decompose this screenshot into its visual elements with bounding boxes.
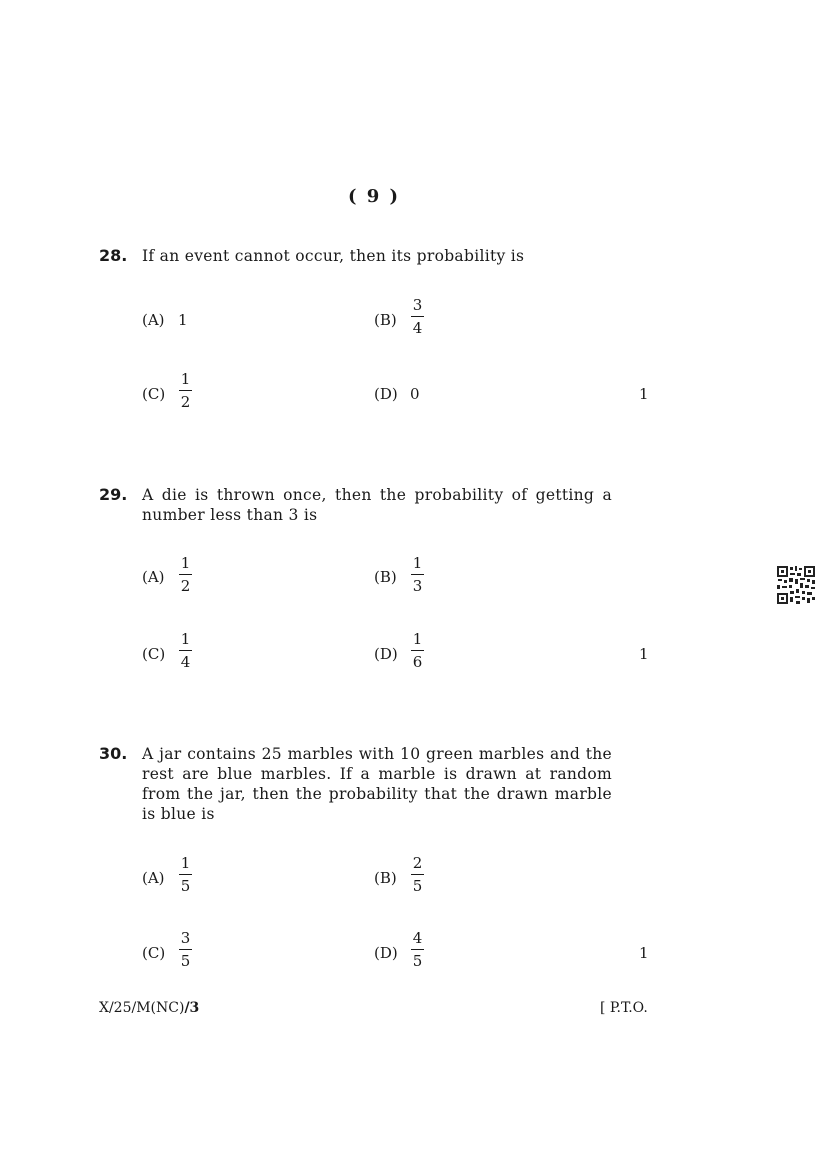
fraction-denominator: 5	[180, 952, 191, 970]
question-number: 29.	[99, 485, 128, 504]
fraction-denominator: 2	[180, 393, 191, 411]
fraction-numerator: 3	[412, 296, 423, 314]
fraction-numerator: 1	[180, 630, 191, 648]
paper-code-suffix: /3	[184, 1000, 200, 1016]
fraction-bar	[179, 650, 192, 651]
fraction-denominator: 2	[180, 577, 191, 595]
fraction-numerator: 1	[180, 370, 191, 388]
fraction-denominator: 3	[412, 577, 423, 595]
fraction-denominator: 5	[412, 877, 423, 895]
question-marks: 1	[639, 944, 649, 962]
fraction-numerator: 1	[180, 854, 191, 872]
fraction-denominator: 4	[180, 653, 191, 671]
option-label: (C)	[142, 944, 166, 962]
option-value: 1	[178, 311, 188, 329]
option-fraction	[179, 854, 192, 895]
option-fraction	[179, 630, 192, 671]
fraction-bar	[411, 316, 424, 317]
option-fraction	[411, 554, 424, 595]
fraction-denominator: 5	[180, 877, 191, 895]
fraction-bar	[411, 949, 424, 950]
option-label: (A)	[142, 568, 165, 586]
option-label: (D)	[374, 944, 398, 962]
option-fraction	[411, 854, 424, 895]
question-text: If an event cannot occur, then its probability is	[142, 247, 525, 265]
page-number: ( 9 )	[347, 186, 401, 207]
fraction-numerator: 2	[412, 854, 423, 872]
option-label: (A)	[142, 869, 165, 887]
question-marks: 1	[639, 385, 649, 403]
option-fraction	[411, 296, 424, 337]
paper-code	[99, 1000, 199, 1016]
option-fraction	[179, 370, 192, 411]
question-number: 30.	[99, 744, 128, 763]
option-label: (C)	[142, 645, 166, 663]
fraction-bar	[179, 874, 192, 875]
fraction-numerator: 1	[412, 630, 423, 648]
fraction-bar	[411, 574, 424, 575]
fraction-bar	[411, 650, 424, 651]
question-text: A die is thrown once, then the probability of getting a number less than 3 is	[142, 486, 612, 524]
fraction-numerator: 1	[180, 554, 191, 572]
option-fraction	[411, 630, 424, 671]
option-fraction	[179, 554, 192, 595]
option-label: (B)	[374, 568, 397, 586]
fraction-bar	[179, 390, 192, 391]
fraction-numerator: 4	[412, 929, 423, 947]
fraction-bar	[179, 949, 192, 950]
fraction-numerator: 3	[180, 929, 191, 947]
paper-code-main: X/25/M(NC)	[99, 1000, 185, 1016]
option-label: (B)	[374, 311, 397, 329]
fraction-bar	[411, 874, 424, 875]
option-label: (C)	[142, 385, 166, 403]
option-label: (D)	[374, 645, 398, 663]
pto-label: [ P.T.O.	[600, 1000, 648, 1016]
option-fraction	[411, 929, 424, 970]
option-label: (D)	[374, 385, 398, 403]
fraction-numerator: 1	[412, 554, 423, 572]
fraction-denominator: 4	[412, 319, 423, 337]
question-text: A jar contains 25 marbles with 10 green marbles and the rest are blue marbles. If a marble is drawn at random from the jar, then the probability that the drawn marble is blue is	[142, 745, 612, 823]
question-number: 28.	[99, 246, 128, 265]
option-fraction	[179, 929, 192, 970]
option-label: (B)	[374, 869, 397, 887]
qr-code-icon	[776, 565, 816, 605]
option-label: (A)	[142, 311, 165, 329]
fraction-denominator: 5	[412, 952, 423, 970]
question-marks: 1	[639, 645, 649, 663]
option-value: 0	[410, 385, 420, 403]
fraction-denominator: 6	[412, 653, 423, 671]
fraction-bar	[179, 574, 192, 575]
